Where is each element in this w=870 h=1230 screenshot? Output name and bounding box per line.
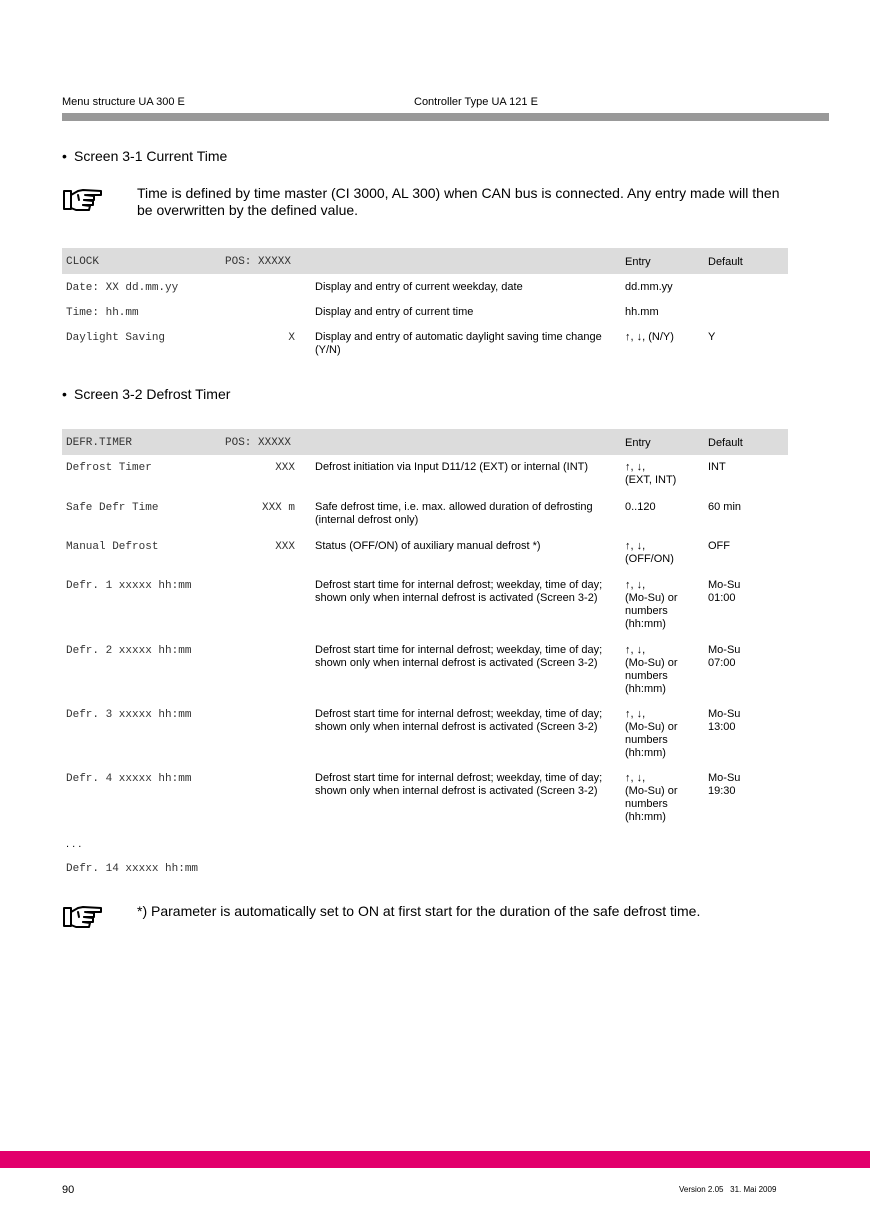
row-default: Mo-Su 07:00 (708, 644, 741, 669)
row-entry: hh.mm (625, 306, 659, 318)
row-default: OFF (708, 540, 730, 552)
page-number: 90 (62, 1184, 75, 1196)
rows-ellipsis: . . . (66, 838, 82, 850)
row-description: Defrost initiation via Input D11/12 (EXT) or internal (INT) (315, 461, 589, 473)
row-description: Safe defrost time, i.e. max. allowed duration of defrosting (internal defrost only) (315, 501, 593, 526)
row-default: Mo-Su 13:00 (708, 708, 741, 733)
row-param-name: Manual Defrost (66, 541, 159, 553)
row-description: Display and entry of current weekday, date (315, 281, 523, 293)
row-param-name-last: Defr. 14 xxxxx hh:mm (66, 863, 199, 875)
row-entry: ↑, ↓, (OFF/ON) (625, 540, 674, 565)
clock-menu-pos: POS: XXXXX (225, 256, 292, 268)
defr-menu-pos: POS: XXXXX (225, 437, 292, 449)
row-default: Y (708, 331, 716, 343)
defr-menu-name: DEFR.TIMER (66, 437, 133, 449)
footer-accent-bar (0, 1151, 870, 1168)
section-heading-defrost-timer: • Screen 3-2 Defrost Timer (62, 386, 231, 402)
header-doc-title: Menu structure UA 300 E (62, 96, 185, 108)
row-entry: ↑, ↓, (Mo-Su) or numbers (hh:mm) (625, 708, 678, 759)
footnote-manual-defrost: *) Parameter is automatically set to ON at first start for the duration of the safe defrost time. (137, 903, 701, 919)
defr-default-heading: Default (708, 437, 743, 449)
row-entry: ↑, ↓, (EXT, INT) (625, 461, 677, 486)
row-description: Defrost start time for internal defrost; weekday, time of day; shown only when internal defrost is activated (Screen 3-2) (315, 772, 603, 797)
row-param-value: X (288, 332, 295, 344)
clock-table-header (62, 248, 788, 274)
row-description: Defrost start time for internal defrost; weekday, time of day; shown only when internal defrost is activated (Screen 3-2) (315, 644, 603, 669)
clock-entry-heading: Entry (625, 256, 651, 268)
version-info: Version 2.05 31. Mai 2009 (679, 1185, 777, 1194)
note-time-master: Time is defined by time master (CI 3000, AL 300) when CAN bus is connected. Any entry made will then be overwritten by the defined value. (137, 185, 780, 218)
row-param-value: XXX m (261, 502, 295, 514)
row-param-name: Daylight Saving (66, 332, 166, 344)
row-param-name: Safe Defr Time (66, 502, 159, 514)
row-param-name: Date: XX dd.mm.yy (66, 282, 179, 294)
row-entry: ↑, ↓, (Mo-Su) or numbers (hh:mm) (625, 772, 678, 823)
clock-menu-name: CLOCK (66, 256, 100, 268)
row-description: Defrost start time for internal defrost; weekday, time of day; shown only when internal defrost is activated (Screen 3-2) (315, 708, 603, 733)
row-default: Mo-Su 19:30 (708, 772, 741, 797)
row-description: Display and entry of current time (315, 306, 474, 318)
row-description: Defrost start time for internal defrost; weekday, time of day; shown only when internal defrost is activated (Screen 3-2) (315, 579, 603, 604)
row-param-value: XXX (275, 462, 295, 474)
row-description: Status (OFF/ON) of auxiliary manual defrost *) (315, 540, 541, 552)
row-default: Mo-Su 01:00 (708, 579, 741, 604)
row-param-name: Defr. 4 xxxxx hh:mm (66, 773, 192, 785)
row-entry: dd.mm.yy (625, 281, 673, 293)
row-param-value: XXX (275, 541, 295, 553)
row-entry: 0..120 (625, 501, 656, 513)
row-entry: ↑, ↓, (Mo-Su) or numbers (hh:mm) (625, 644, 678, 695)
row-param-name: Time: hh.mm (66, 307, 139, 319)
pointing-hand-icon (62, 186, 104, 214)
row-default: 60 min (708, 501, 742, 513)
row-entry: ↑, ↓, (Mo-Su) or numbers (hh:mm) (625, 579, 678, 630)
defr-entry-heading: Entry (625, 437, 651, 449)
defr-table-header (62, 429, 788, 455)
header-divider-bar (62, 113, 829, 121)
row-param-name: Defr. 2 xxxxx hh:mm (66, 645, 192, 657)
clock-default-heading: Default (708, 256, 743, 268)
row-description: Display and entry of automatic daylight saving time change (Y/N) (315, 331, 602, 356)
row-param-name: Defr. 3 xxxxx hh:mm (66, 709, 192, 721)
row-param-name: Defrost Timer (66, 462, 152, 474)
header-controller-type: Controller Type UA 121 E (414, 96, 538, 108)
row-default: INT (708, 461, 726, 473)
pointing-hand-icon (62, 903, 104, 931)
section-heading-current-time: • Screen 3-1 Current Time (62, 148, 228, 164)
row-param-name: Defr. 1 xxxxx hh:mm (66, 580, 192, 592)
row-entry: ↑, ↓, (N/Y) (625, 331, 674, 343)
